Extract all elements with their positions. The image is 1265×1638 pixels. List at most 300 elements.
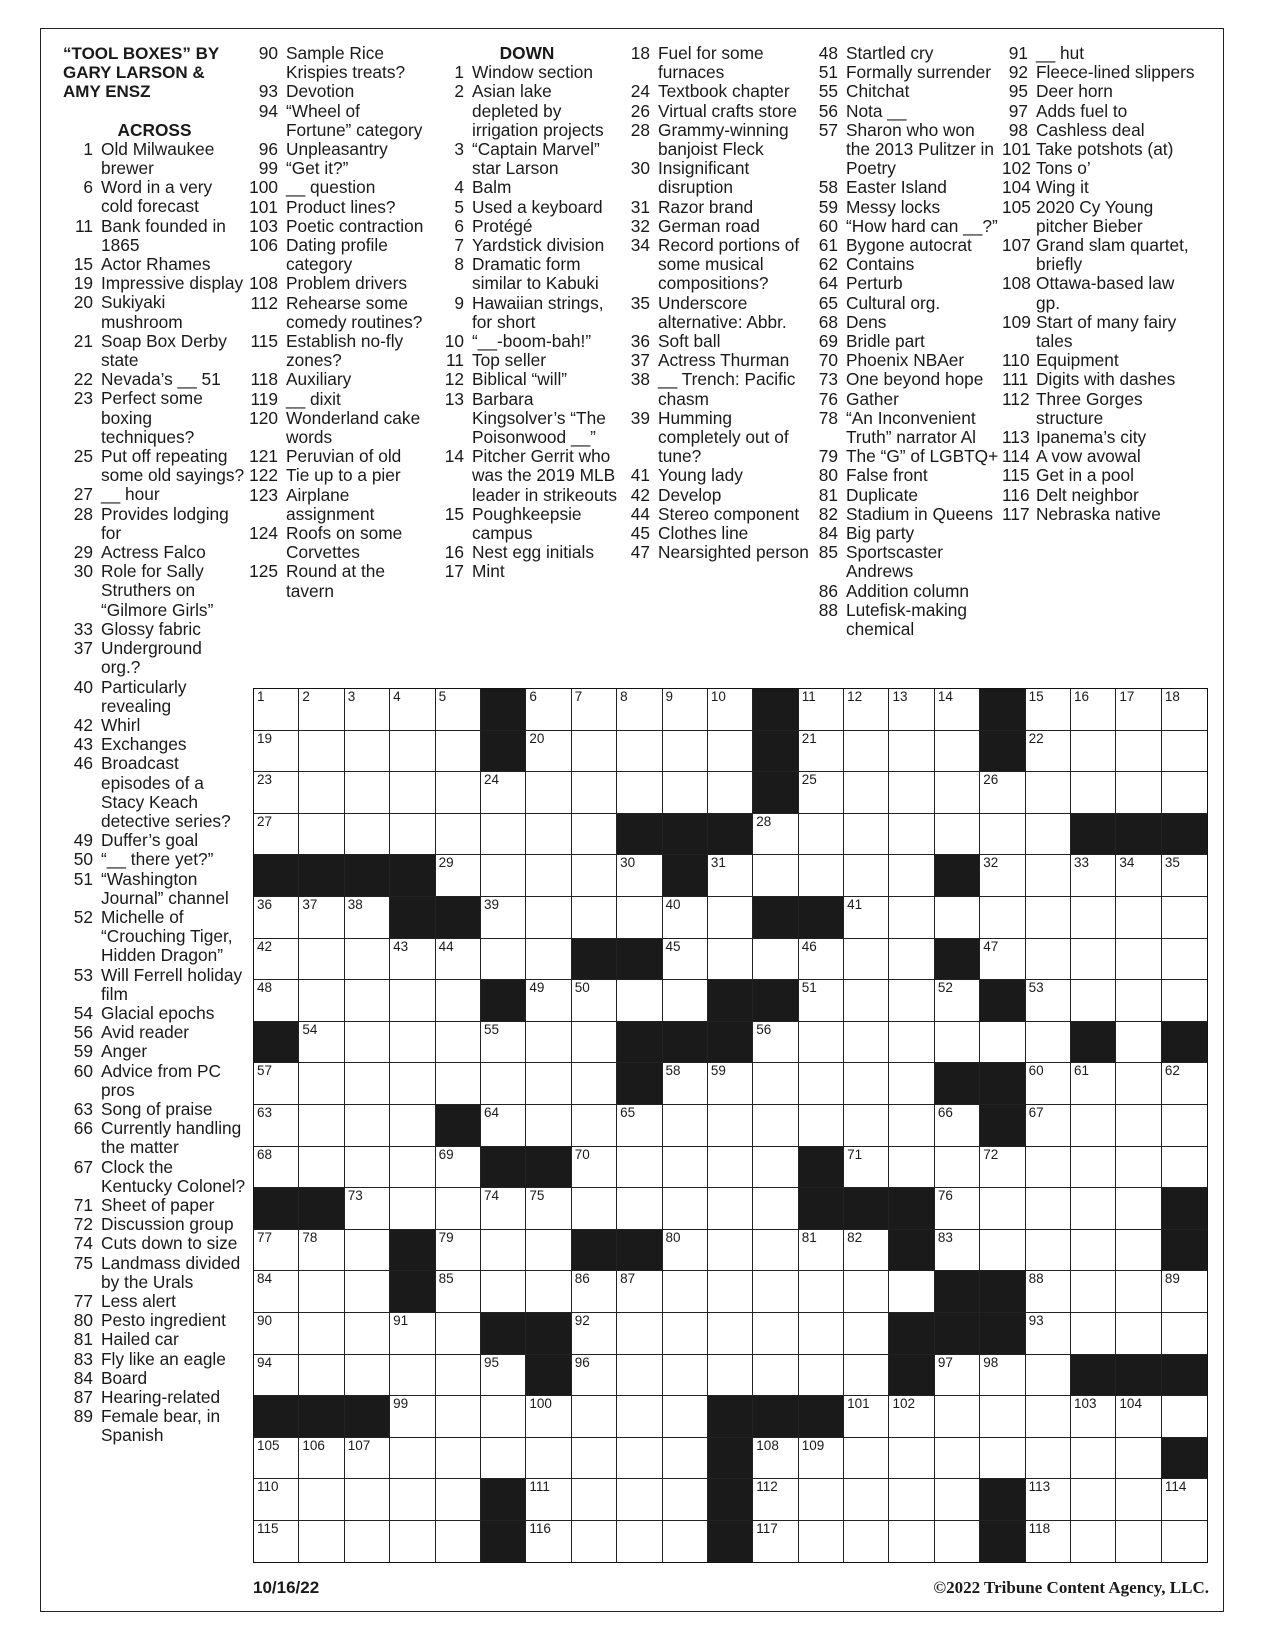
grid-cell[interactable] [299, 1521, 344, 1563]
grid-cell[interactable] [1162, 897, 1207, 939]
grid-cell[interactable] [526, 1438, 571, 1480]
grid-cell[interactable] [980, 897, 1025, 939]
grid-cell[interactable] [526, 1521, 571, 1563]
grid-cell[interactable] [436, 855, 481, 897]
grid-cell[interactable] [1071, 1271, 1116, 1313]
grid-cell[interactable] [617, 1396, 662, 1438]
grid-cell[interactable] [1026, 1313, 1071, 1355]
grid-cell[interactable] [526, 939, 571, 981]
grid-cell[interactable] [1116, 772, 1161, 814]
grid-cell[interactable] [844, 1105, 889, 1147]
grid-cell[interactable] [1026, 1438, 1071, 1480]
grid-cell[interactable] [663, 939, 708, 981]
grid-cell[interactable] [1026, 731, 1071, 773]
grid-cell[interactable] [935, 1022, 980, 1064]
grid-cell[interactable] [617, 1438, 662, 1480]
grid-cell[interactable] [390, 1438, 435, 1480]
grid-cell[interactable] [1071, 1479, 1116, 1521]
grid-cell[interactable] [572, 980, 617, 1022]
grid-cell[interactable] [844, 855, 889, 897]
grid-cell[interactable] [526, 1396, 571, 1438]
grid-cell[interactable] [663, 1188, 708, 1230]
grid-cell[interactable] [526, 731, 571, 773]
grid-cell[interactable] [481, 1355, 526, 1397]
grid-cell[interactable] [526, 689, 571, 731]
grid-cell[interactable] [753, 1313, 798, 1355]
grid-cell[interactable] [663, 1271, 708, 1313]
grid-cell[interactable] [436, 1063, 481, 1105]
grid-cell[interactable] [844, 1022, 889, 1064]
grid-cell[interactable] [753, 1479, 798, 1521]
grid-cell[interactable] [617, 980, 662, 1022]
grid-cell[interactable] [526, 1271, 571, 1313]
grid-cell[interactable] [663, 1479, 708, 1521]
grid-cell[interactable] [935, 689, 980, 731]
grid-cell[interactable] [708, 1105, 753, 1147]
grid-cell[interactable] [935, 897, 980, 939]
grid-cell[interactable] [526, 1188, 571, 1230]
grid-cell[interactable] [481, 1438, 526, 1480]
grid-cell[interactable] [299, 897, 344, 939]
grid-cell[interactable] [617, 689, 662, 731]
grid-cell[interactable] [935, 1105, 980, 1147]
grid-cell[interactable] [345, 1105, 390, 1147]
grid-cell[interactable] [663, 980, 708, 1022]
grid-cell[interactable] [889, 772, 934, 814]
grid-cell[interactable] [1026, 1271, 1071, 1313]
grid-cell[interactable] [935, 814, 980, 856]
grid-cell[interactable] [980, 1396, 1025, 1438]
grid-cell[interactable] [799, 1479, 844, 1521]
grid-cell[interactable] [1026, 1022, 1071, 1064]
grid-cell[interactable] [1162, 1105, 1207, 1147]
grid-cell[interactable] [572, 689, 617, 731]
grid-cell[interactable] [1026, 1188, 1071, 1230]
grid-cell[interactable] [935, 1521, 980, 1563]
grid-cell[interactable] [254, 1438, 299, 1480]
grid-cell[interactable] [526, 772, 571, 814]
grid-cell[interactable] [526, 1230, 571, 1272]
grid-cell[interactable] [980, 1230, 1025, 1272]
grid-cell[interactable] [889, 1147, 934, 1189]
grid-cell[interactable] [1071, 689, 1116, 731]
grid-cell[interactable] [526, 980, 571, 1022]
grid-cell[interactable] [436, 1313, 481, 1355]
grid-cell[interactable] [708, 772, 753, 814]
grid-cell[interactable] [1162, 855, 1207, 897]
grid-cell[interactable] [1116, 1105, 1161, 1147]
grid-cell[interactable] [844, 1230, 889, 1272]
grid-cell[interactable] [481, 772, 526, 814]
grid-cell[interactable] [617, 897, 662, 939]
grid-cell[interactable] [844, 1521, 889, 1563]
grid-cell[interactable] [799, 1271, 844, 1313]
grid-cell[interactable] [1026, 814, 1071, 856]
grid-cell[interactable] [436, 980, 481, 1022]
grid-cell[interactable] [663, 689, 708, 731]
grid-cell[interactable] [299, 731, 344, 773]
grid-cell[interactable] [708, 1355, 753, 1397]
grid-cell[interactable] [1071, 980, 1116, 1022]
grid-cell[interactable] [436, 689, 481, 731]
grid-cell[interactable] [1026, 1355, 1071, 1397]
grid-cell[interactable] [889, 980, 934, 1022]
grid-cell[interactable] [935, 1396, 980, 1438]
grid-cell[interactable] [1071, 1188, 1116, 1230]
grid-cell[interactable] [1071, 939, 1116, 981]
grid-cell[interactable] [799, 689, 844, 731]
grid-cell[interactable] [663, 1230, 708, 1272]
grid-cell[interactable] [299, 1313, 344, 1355]
grid-cell[interactable] [1162, 772, 1207, 814]
grid-cell[interactable] [1026, 855, 1071, 897]
grid-cell[interactable] [889, 1105, 934, 1147]
grid-cell[interactable] [844, 1271, 889, 1313]
grid-cell[interactable] [844, 1147, 889, 1189]
grid-cell[interactable] [299, 1147, 344, 1189]
grid-cell[interactable] [254, 1230, 299, 1272]
grid-cell[interactable] [799, 772, 844, 814]
grid-cell[interactable] [481, 814, 526, 856]
grid-cell[interactable] [889, 1438, 934, 1480]
grid-cell[interactable] [345, 814, 390, 856]
grid-cell[interactable] [390, 731, 435, 773]
grid-cell[interactable] [799, 1313, 844, 1355]
grid-cell[interactable] [844, 731, 889, 773]
grid-cell[interactable] [526, 897, 571, 939]
grid-cell[interactable] [1162, 980, 1207, 1022]
grid-cell[interactable] [299, 1271, 344, 1313]
grid-cell[interactable] [572, 1271, 617, 1313]
grid-cell[interactable] [254, 1355, 299, 1397]
grid-cell[interactable] [345, 1271, 390, 1313]
grid-cell[interactable] [708, 897, 753, 939]
grid-cell[interactable] [254, 1271, 299, 1313]
grid-cell[interactable] [935, 1479, 980, 1521]
grid-cell[interactable] [935, 772, 980, 814]
grid-cell[interactable] [1116, 855, 1161, 897]
grid-cell[interactable] [753, 1271, 798, 1313]
grid-cell[interactable] [1071, 897, 1116, 939]
grid-cell[interactable] [1026, 1147, 1071, 1189]
grid-cell[interactable] [889, 855, 934, 897]
grid-cell[interactable] [889, 939, 934, 981]
grid-cell[interactable] [481, 939, 526, 981]
grid-cell[interactable] [299, 1438, 344, 1480]
grid-cell[interactable] [708, 1063, 753, 1105]
grid-cell[interactable] [1116, 1188, 1161, 1230]
grid-cell[interactable] [708, 689, 753, 731]
grid-cell[interactable] [935, 1147, 980, 1189]
grid-cell[interactable] [390, 1396, 435, 1438]
grid-cell[interactable] [1162, 1147, 1207, 1189]
grid-cell[interactable] [617, 1479, 662, 1521]
grid-cell[interactable] [1162, 689, 1207, 731]
grid-cell[interactable] [481, 1271, 526, 1313]
grid-cell[interactable] [844, 939, 889, 981]
grid-cell[interactable] [436, 1022, 481, 1064]
grid-cell[interactable] [254, 1063, 299, 1105]
grid-cell[interactable] [799, 855, 844, 897]
grid-cell[interactable] [390, 1063, 435, 1105]
grid-cell[interactable] [1026, 1479, 1071, 1521]
grid-cell[interactable] [436, 772, 481, 814]
grid-cell[interactable] [889, 731, 934, 773]
grid-cell[interactable] [299, 1063, 344, 1105]
grid-cell[interactable] [1026, 689, 1071, 731]
grid-cell[interactable] [436, 939, 481, 981]
grid-cell[interactable] [799, 1022, 844, 1064]
grid-cell[interactable] [572, 1105, 617, 1147]
grid-cell[interactable] [254, 731, 299, 773]
grid-cell[interactable] [390, 980, 435, 1022]
grid-cell[interactable] [753, 1438, 798, 1480]
grid-cell[interactable] [889, 1479, 934, 1521]
grid-cell[interactable] [844, 897, 889, 939]
grid-cell[interactable] [753, 1105, 798, 1147]
grid-cell[interactable] [844, 689, 889, 731]
grid-cell[interactable] [663, 731, 708, 773]
grid-cell[interactable] [617, 772, 662, 814]
grid-cell[interactable] [1071, 1396, 1116, 1438]
grid-cell[interactable] [617, 731, 662, 773]
grid-cell[interactable] [663, 1063, 708, 1105]
grid-cell[interactable] [935, 731, 980, 773]
grid-cell[interactable] [345, 1438, 390, 1480]
grid-cell[interactable] [345, 939, 390, 981]
grid-cell[interactable] [390, 1188, 435, 1230]
grid-cell[interactable] [436, 1479, 481, 1521]
grid-cell[interactable] [708, 939, 753, 981]
grid-cell[interactable] [436, 1271, 481, 1313]
grid-cell[interactable] [1116, 1230, 1161, 1272]
grid-cell[interactable] [663, 1105, 708, 1147]
grid-cell[interactable] [844, 814, 889, 856]
grid-cell[interactable] [526, 1022, 571, 1064]
grid-cell[interactable] [1071, 1230, 1116, 1272]
grid-cell[interactable] [1071, 772, 1116, 814]
grid-cell[interactable] [526, 814, 571, 856]
grid-cell[interactable] [889, 1271, 934, 1313]
grid-cell[interactable] [617, 1147, 662, 1189]
grid-cell[interactable] [1116, 939, 1161, 981]
grid-cell[interactable] [753, 939, 798, 981]
grid-cell[interactable] [889, 689, 934, 731]
grid-cell[interactable] [980, 772, 1025, 814]
grid-cell[interactable] [390, 1022, 435, 1064]
grid-cell[interactable] [980, 939, 1025, 981]
grid-cell[interactable] [980, 1438, 1025, 1480]
grid-cell[interactable] [299, 1105, 344, 1147]
grid-cell[interactable] [753, 1147, 798, 1189]
grid-cell[interactable] [572, 1479, 617, 1521]
grid-cell[interactable] [1116, 897, 1161, 939]
grid-cell[interactable] [526, 855, 571, 897]
grid-cell[interactable] [572, 1396, 617, 1438]
grid-cell[interactable] [617, 1521, 662, 1563]
grid-cell[interactable] [254, 1147, 299, 1189]
grid-cell[interactable] [799, 1521, 844, 1563]
grid-cell[interactable] [299, 980, 344, 1022]
grid-cell[interactable] [708, 1147, 753, 1189]
grid-cell[interactable] [935, 1355, 980, 1397]
grid-cell[interactable] [617, 1313, 662, 1355]
grid-cell[interactable] [844, 1063, 889, 1105]
grid-cell[interactable] [708, 1188, 753, 1230]
grid-cell[interactable] [663, 1521, 708, 1563]
grid-cell[interactable] [1071, 1063, 1116, 1105]
grid-cell[interactable] [753, 814, 798, 856]
grid-cell[interactable] [799, 814, 844, 856]
grid-cell[interactable] [1162, 1063, 1207, 1105]
grid-cell[interactable] [1116, 731, 1161, 773]
grid-cell[interactable] [617, 1105, 662, 1147]
grid-cell[interactable] [663, 1313, 708, 1355]
grid-cell[interactable] [299, 814, 344, 856]
grid-cell[interactable] [299, 772, 344, 814]
grid-cell[interactable] [799, 731, 844, 773]
grid-cell[interactable] [1162, 1479, 1207, 1521]
grid-cell[interactable] [390, 1521, 435, 1563]
grid-cell[interactable] [889, 1396, 934, 1438]
grid-cell[interactable] [345, 731, 390, 773]
grid-cell[interactable] [1026, 1105, 1071, 1147]
grid-cell[interactable] [572, 814, 617, 856]
grid-cell[interactable] [844, 1479, 889, 1521]
grid-cell[interactable] [390, 814, 435, 856]
grid-cell[interactable] [299, 1355, 344, 1397]
grid-cell[interactable] [572, 1438, 617, 1480]
grid-cell[interactable] [1026, 1521, 1071, 1563]
grid-cell[interactable] [1116, 1063, 1161, 1105]
grid-cell[interactable] [844, 1355, 889, 1397]
grid-cell[interactable] [1071, 1147, 1116, 1189]
grid-cell[interactable] [708, 855, 753, 897]
grid-cell[interactable] [980, 1022, 1025, 1064]
grid-cell[interactable] [844, 1438, 889, 1480]
grid-cell[interactable] [617, 1188, 662, 1230]
grid-cell[interactable] [572, 731, 617, 773]
grid-cell[interactable] [345, 772, 390, 814]
grid-cell[interactable] [1162, 1313, 1207, 1355]
grid-cell[interactable] [481, 1063, 526, 1105]
grid-cell[interactable] [345, 1313, 390, 1355]
grid-cell[interactable] [980, 814, 1025, 856]
grid-cell[interactable] [572, 855, 617, 897]
grid-cell[interactable] [299, 1230, 344, 1272]
grid-cell[interactable] [299, 689, 344, 731]
grid-cell[interactable] [1026, 772, 1071, 814]
grid-cell[interactable] [436, 731, 481, 773]
grid-cell[interactable] [481, 1230, 526, 1272]
grid-cell[interactable] [1116, 1521, 1161, 1563]
grid-cell[interactable] [299, 1022, 344, 1064]
grid-cell[interactable] [254, 980, 299, 1022]
grid-cell[interactable] [481, 1022, 526, 1064]
grid-cell[interactable] [390, 1355, 435, 1397]
grid-cell[interactable] [1116, 1438, 1161, 1480]
grid-cell[interactable] [1162, 1271, 1207, 1313]
grid-cell[interactable] [254, 1479, 299, 1521]
grid-cell[interactable] [753, 1188, 798, 1230]
grid-cell[interactable] [980, 1147, 1025, 1189]
grid-cell[interactable] [436, 1147, 481, 1189]
grid-cell[interactable] [390, 772, 435, 814]
grid-cell[interactable] [889, 1521, 934, 1563]
grid-cell[interactable] [436, 1230, 481, 1272]
grid-cell[interactable] [481, 855, 526, 897]
grid-cell[interactable] [663, 1355, 708, 1397]
grid-cell[interactable] [753, 1022, 798, 1064]
grid-cell[interactable] [844, 772, 889, 814]
grid-cell[interactable] [390, 1479, 435, 1521]
grid-cell[interactable] [345, 897, 390, 939]
grid-cell[interactable] [708, 731, 753, 773]
grid-cell[interactable] [572, 1313, 617, 1355]
grid-cell[interactable] [799, 1063, 844, 1105]
grid-cell[interactable] [1162, 731, 1207, 773]
grid-cell[interactable] [753, 1521, 798, 1563]
grid-cell[interactable] [254, 897, 299, 939]
grid-cell[interactable] [345, 1188, 390, 1230]
grid-cell[interactable] [753, 855, 798, 897]
grid-cell[interactable] [1116, 1396, 1161, 1438]
grid-cell[interactable] [481, 1105, 526, 1147]
grid-cell[interactable] [254, 772, 299, 814]
grid-cell[interactable] [1071, 1438, 1116, 1480]
grid-cell[interactable] [980, 1188, 1025, 1230]
grid-cell[interactable] [663, 772, 708, 814]
grid-cell[interactable] [436, 814, 481, 856]
grid-cell[interactable] [935, 1188, 980, 1230]
grid-cell[interactable] [526, 1105, 571, 1147]
grid-cell[interactable] [390, 1147, 435, 1189]
grid-cell[interactable] [436, 1188, 481, 1230]
grid-cell[interactable] [799, 1438, 844, 1480]
grid-cell[interactable] [436, 1355, 481, 1397]
grid-cell[interactable] [617, 855, 662, 897]
grid-cell[interactable] [345, 1230, 390, 1272]
grid-cell[interactable] [1116, 1313, 1161, 1355]
grid-cell[interactable] [844, 1396, 889, 1438]
grid-cell[interactable] [708, 1271, 753, 1313]
grid-cell[interactable] [1071, 731, 1116, 773]
grid-cell[interactable] [254, 939, 299, 981]
grid-cell[interactable] [1026, 1396, 1071, 1438]
grid-cell[interactable] [526, 1063, 571, 1105]
grid-cell[interactable] [254, 1313, 299, 1355]
grid-cell[interactable] [345, 1479, 390, 1521]
grid-cell[interactable] [572, 1188, 617, 1230]
grid-cell[interactable] [390, 1105, 435, 1147]
grid-cell[interactable] [1116, 1479, 1161, 1521]
grid-cell[interactable] [980, 855, 1025, 897]
grid-cell[interactable] [708, 1230, 753, 1272]
grid-cell[interactable] [572, 1355, 617, 1397]
grid-cell[interactable] [299, 1479, 344, 1521]
grid-cell[interactable] [1026, 939, 1071, 981]
grid-cell[interactable] [1071, 855, 1116, 897]
grid-cell[interactable] [390, 689, 435, 731]
grid-cell[interactable] [526, 1479, 571, 1521]
grid-cell[interactable] [935, 1438, 980, 1480]
grid-cell[interactable] [889, 814, 934, 856]
grid-cell[interactable] [799, 1105, 844, 1147]
grid-cell[interactable] [1162, 1396, 1207, 1438]
grid-cell[interactable] [799, 980, 844, 1022]
grid-cell[interactable] [1026, 1063, 1071, 1105]
grid-cell[interactable] [572, 1521, 617, 1563]
